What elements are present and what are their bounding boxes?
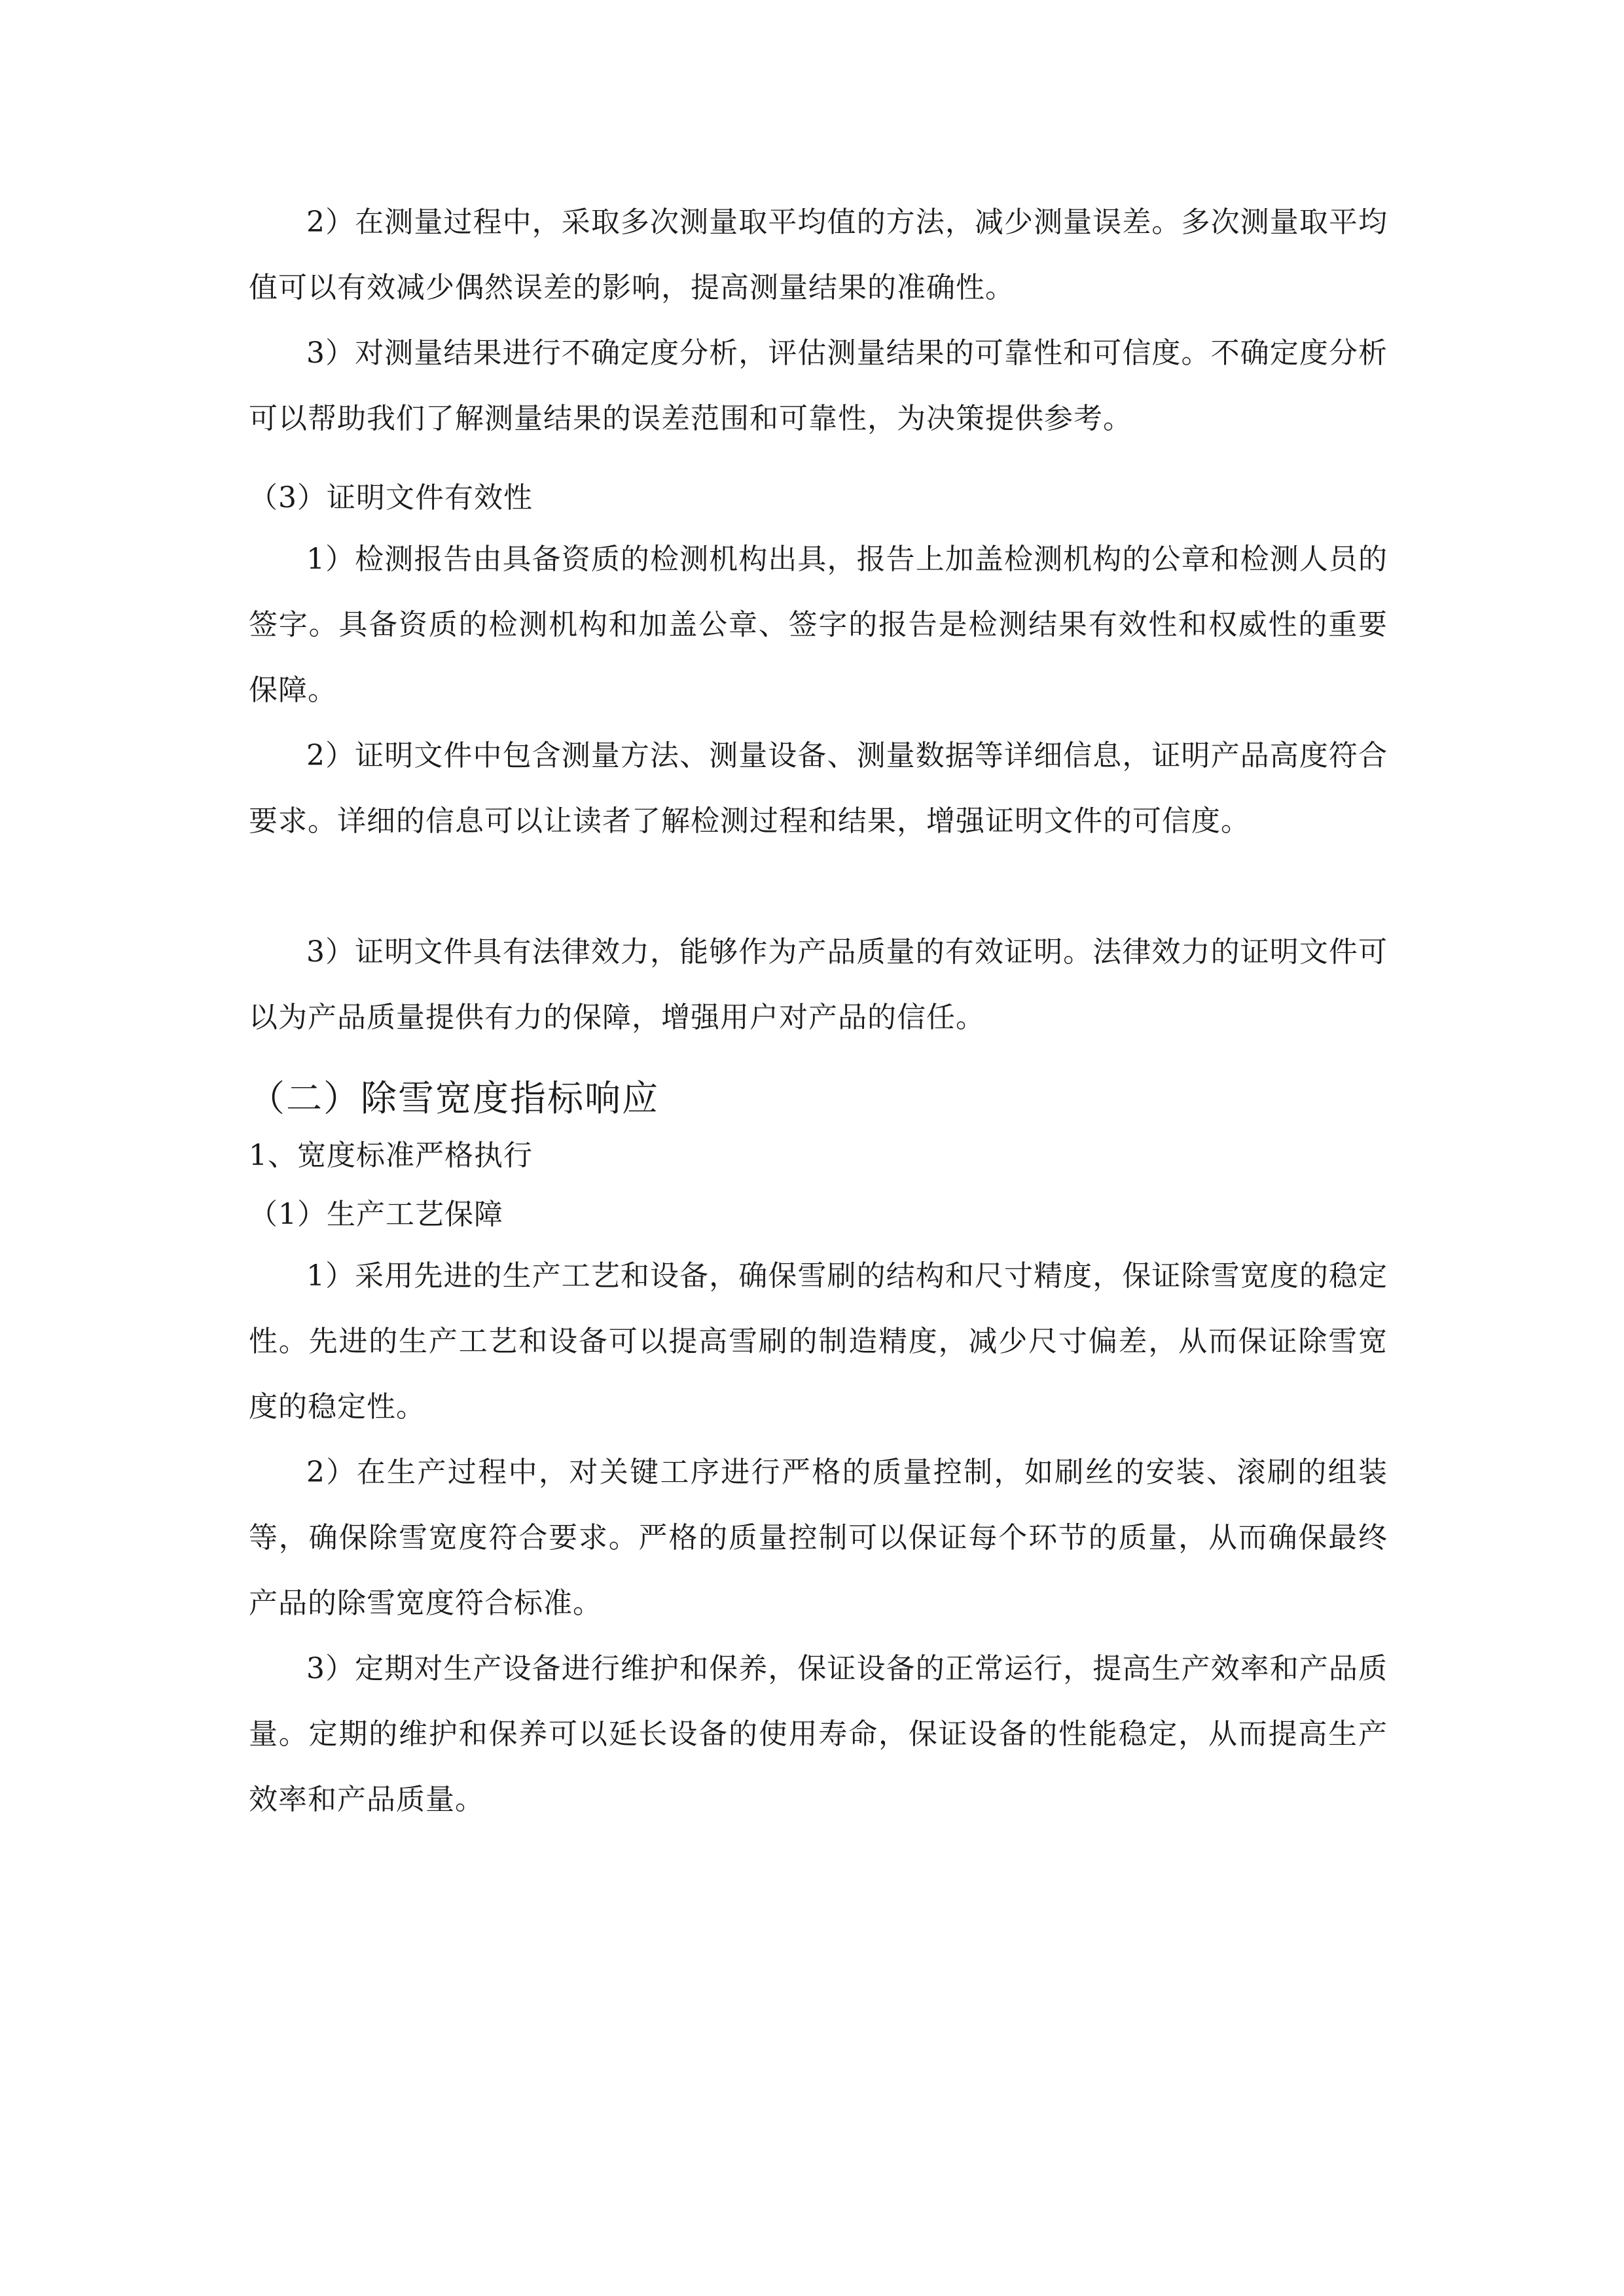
paragraph-measurement-averaging: 2）在测量过程中，采取多次测量取平均值的方法，减少测量误差。多次测量取平均值可以有效减少偶然误差的影响，提高测量结果的准确性。 bbox=[249, 206, 1388, 304]
subheading-production-process: （1）生产工艺保障 bbox=[249, 1198, 503, 1231]
subheading-document-validity: （3）证明文件有效性 bbox=[249, 481, 533, 514]
paragraph-detailed-information: 2）证明文件中包含测量方法、测量设备、测量数据等详细信息，证明产品高度符合要求。详细的信息可以让读者了解检测过程和结果，增强证明文件的可信度。 bbox=[249, 739, 1388, 838]
paragraph-qualified-agency: 1）检测报告由具备资质的检测机构出具，报告上加盖检测机构的公章和检测人员的签字。具备资质的检测机构和加盖公章、签字的报告是检测结果有效性和权威性的重要保障。 bbox=[249, 543, 1388, 707]
paragraph-legal-validity: 3）证明文件具有法律效力，能够作为产品质量的有效证明。法律效力的证明文件可以为产品质量提供有力的保障，增强用户对产品的信任。 bbox=[249, 935, 1388, 1034]
paragraph-advanced-process: 1）采用先进的生产工艺和设备，确保雪刷的结构和尺寸精度，保证除雪宽度的稳定性。先进的生产工艺和设备可以提高雪刷的制造精度，减少尺寸偏差，从而保证除雪宽度的稳定性。 bbox=[249, 1259, 1388, 1424]
subheading-width-standard: 1、宽度标准严格执行 bbox=[249, 1139, 533, 1172]
paragraph-uncertainty-analysis: 3）对测量结果进行不确定度分析，评估测量结果的可靠性和可信度。不确定度分析可以帮助我们了解测量结果的误差范围和可靠性，为决策提供参考。 bbox=[249, 336, 1388, 435]
paragraph-quality-control: 2）在生产过程中，对关键工序进行严格的质量控制，如刷丝的安装、滚刷的组装等，确保除雪宽度符合要求。严格的质量控制可以保证每个环节的质量，从而确保最终产品的除雪宽度符合标准。 bbox=[249, 1456, 1388, 1620]
paragraph-equipment-maintenance: 3）定期对生产设备进行维护和保养，保证设备的正常运行，提高生产效率和产品质量。定期的维护和保养可以延长设备的使用寿命，保证设备的性能稳定，从而提高生产效率和产品质量。 bbox=[249, 1652, 1388, 1816]
section-heading-snow-width: （二）除雪宽度指标响应 bbox=[249, 1077, 660, 1119]
